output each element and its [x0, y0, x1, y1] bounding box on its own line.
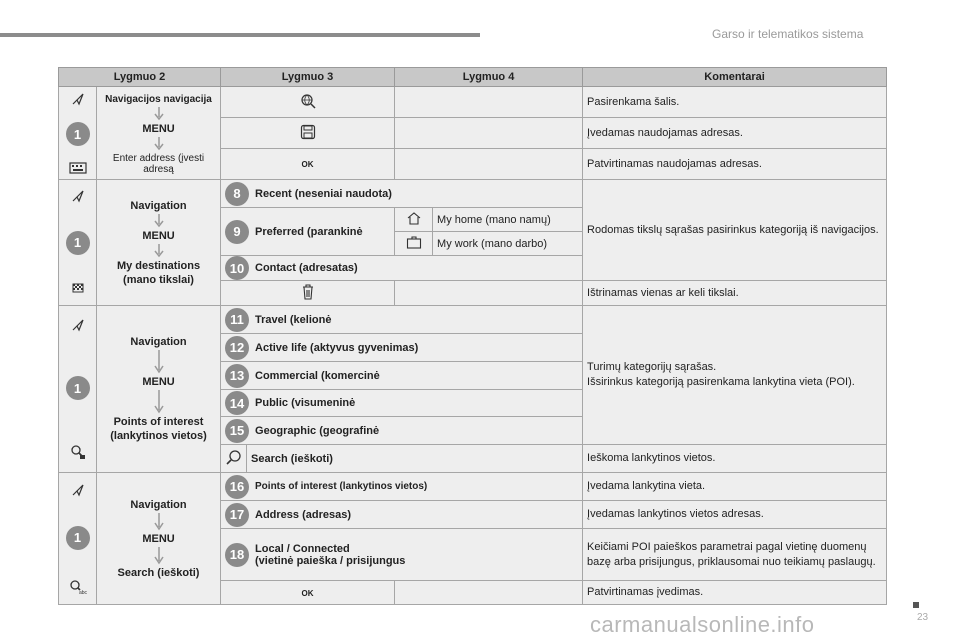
level4-cell [395, 581, 583, 605]
header-comments: Komentarai [583, 68, 887, 87]
header-level4: Lygmuo 4 [395, 68, 583, 87]
level3-cell [221, 334, 583, 362]
level4-icon-cell [395, 208, 433, 232]
level3-cell [221, 417, 583, 445]
comment-cell: Įvedamas lankytinos vietos adresas. [583, 501, 887, 529]
level2-subtitle: Search (ieškoti) [117, 566, 200, 579]
down-arrow-icon [153, 350, 165, 374]
level3-cell [221, 529, 583, 581]
step-number-badge: 16 [225, 475, 249, 499]
table-row [59, 473, 887, 501]
end-marker [913, 602, 919, 608]
home-icon [406, 211, 422, 225]
comment-cell: Patvirtinamas naudojamas adresas. [583, 149, 887, 180]
comment-cell: Įvedama lankytina vieta. [583, 473, 887, 501]
level1-cell [59, 306, 97, 473]
step-number-badge: 14 [225, 391, 249, 415]
level3-label: Public (visumeninė [255, 397, 356, 409]
level3-label: Local / Connected [255, 542, 350, 555]
level1-cell [59, 87, 97, 180]
level2-title: Navigation [130, 199, 187, 212]
comment-cell: Keičiami POI paieškos parametrai pagal vietinę duomenų bazę arba prisijungus, priklausomai nuo teikiamų paslaugų. [583, 529, 887, 581]
comment-line: Išsirinkus kategoriją pasirenkama lankytina vieta (POI). [587, 376, 855, 388]
level2-subtitle-2: (mano tikslai) [123, 273, 194, 286]
level3-label: Recent (neseniai naudota) [255, 187, 392, 200]
navigation-arrow-icon [71, 189, 85, 203]
chapter-title: Garso ir telematikos sistema [712, 27, 864, 41]
step-number-badge: 12 [225, 336, 249, 360]
level2-subtitle: Points of interest [113, 416, 204, 428]
level2-subtitle: My destinations [116, 259, 201, 272]
poi-search-icon [70, 444, 86, 460]
level3-cell [221, 390, 583, 417]
level3-label: Commercial (komercinė [255, 369, 380, 382]
level2-cell [97, 473, 221, 605]
menu-label: MENU [142, 229, 175, 242]
comment-cell: Patvirtinamas įvedimas. [583, 581, 887, 605]
step-number-badge: 18 [225, 543, 249, 567]
level3-label: Active life (aktyvus gyvenimas) [255, 341, 419, 354]
comment-cell: Rodomas tikslų sąrašas pasirinkus kategoriją iš navigacijos. [583, 180, 887, 281]
level1-cell [59, 473, 97, 605]
level2-cell [97, 180, 221, 306]
level2-cell [97, 306, 221, 473]
level3-cell: Search (ieškoti) [247, 445, 583, 473]
level3-label: Address (adresas) [255, 508, 352, 521]
svg-text:abc: abc [78, 589, 87, 595]
down-arrow-icon [153, 547, 165, 565]
level3-cell [221, 473, 583, 501]
down-arrow-icon [153, 390, 165, 414]
navigation-arrow-icon [71, 483, 85, 497]
level3-cell [221, 501, 583, 529]
step-number-badge: 17 [225, 503, 249, 527]
briefcase-icon [406, 235, 422, 249]
table-header-row [59, 68, 887, 87]
table-row [59, 87, 887, 118]
menu-label: MENU [142, 376, 175, 388]
level4-cell [395, 281, 583, 306]
step-number-badge: 8 [225, 182, 249, 206]
level4-cell [395, 149, 583, 180]
top-divider-bar [0, 33, 480, 37]
comment-cell [583, 306, 887, 445]
level3-cell [221, 118, 395, 149]
menu-label: MENU [142, 532, 175, 545]
level3-cell [221, 581, 395, 605]
level3-label-2: (vietinė paieška / prisijungus [255, 554, 406, 567]
save-icon [300, 124, 316, 140]
step-number-badge: 1 [66, 231, 90, 255]
down-arrow-icon [153, 107, 165, 121]
level3-cell [221, 281, 395, 306]
table-row [59, 306, 887, 334]
level3-label: Points of interest (lankytinos vietos) [255, 481, 428, 492]
down-arrow-icon [153, 513, 165, 531]
page-number: 23 [917, 612, 929, 623]
globe-search-icon [300, 93, 316, 109]
comment-cell: Įvedamas naudojamas adresas. [583, 118, 887, 149]
level4-cell: My work (mano darbo) [433, 232, 583, 256]
level3-cell [221, 180, 583, 208]
level3-cell [221, 149, 395, 180]
level2-subtitle: Enter address (įvesti adresą [112, 152, 205, 175]
comment-cell: Ieškoma lankytinos vietos. [583, 445, 887, 473]
down-arrow-icon [153, 137, 165, 151]
menu-label: MENU [142, 122, 175, 135]
level3-cell [221, 362, 583, 390]
level3-cell [221, 87, 395, 118]
level2-title: Navigation [130, 336, 187, 348]
level3-cell [221, 208, 395, 256]
level1-cell [59, 180, 97, 306]
level3-cell [221, 256, 583, 281]
level3-label: Contact (adresatas) [255, 262, 358, 274]
down-arrow-icon [153, 214, 165, 228]
navigation-arrow-icon [71, 92, 85, 106]
comment-cell: Ištrinamas vienas ar keli tikslai. [583, 281, 887, 306]
step-number-badge: 1 [66, 376, 90, 400]
menu-table [58, 67, 887, 605]
comment-line: Turimų kategorijų sąrašas. [587, 361, 717, 373]
step-number-badge: 9 [225, 220, 249, 244]
step-number-badge: 1 [66, 122, 90, 146]
level4-cell [395, 118, 583, 149]
watermark: carmanualsonline.info [590, 612, 815, 637]
ok-button-label: OK [301, 160, 314, 169]
trash-icon [301, 284, 315, 300]
level3-label: Travel (kelionė [255, 313, 332, 326]
destination-flag-icon [71, 282, 85, 296]
level2-title: Navigation [130, 498, 187, 511]
level2-cell [97, 87, 221, 180]
level3-icon-cell [221, 445, 247, 473]
level4-icon-cell [395, 232, 433, 256]
comment-cell: Pasirenkama šalis. [583, 87, 887, 118]
level3-label: Preferred (parankinė [255, 225, 363, 238]
header-level2: Lygmuo 2 [59, 68, 221, 87]
level4-cell: My home (mano namų) [433, 208, 583, 232]
header-level3: Lygmuo 3 [221, 68, 395, 87]
level2-title: Navigacijos navigacija [105, 93, 212, 105]
navigation-arrow-icon [71, 318, 85, 332]
magnifier-icon [226, 449, 242, 465]
keyboard-icon [69, 162, 87, 174]
down-arrow-icon [153, 244, 165, 258]
level3-cell [221, 306, 583, 334]
step-number-badge: 11 [225, 308, 249, 332]
ok-button-label: OK [301, 588, 314, 598]
step-number-badge: 10 [225, 256, 249, 280]
level4-cell [395, 87, 583, 118]
table-row [59, 180, 887, 208]
step-number-badge: 1 [66, 526, 90, 550]
search-abc-icon [69, 579, 87, 595]
step-number-badge: 13 [225, 364, 249, 388]
step-number-badge: 15 [225, 419, 249, 443]
level2-subtitle-2: (lankytinos vietos) [110, 430, 207, 442]
level3-label: Geographic (geografinė [255, 424, 380, 437]
